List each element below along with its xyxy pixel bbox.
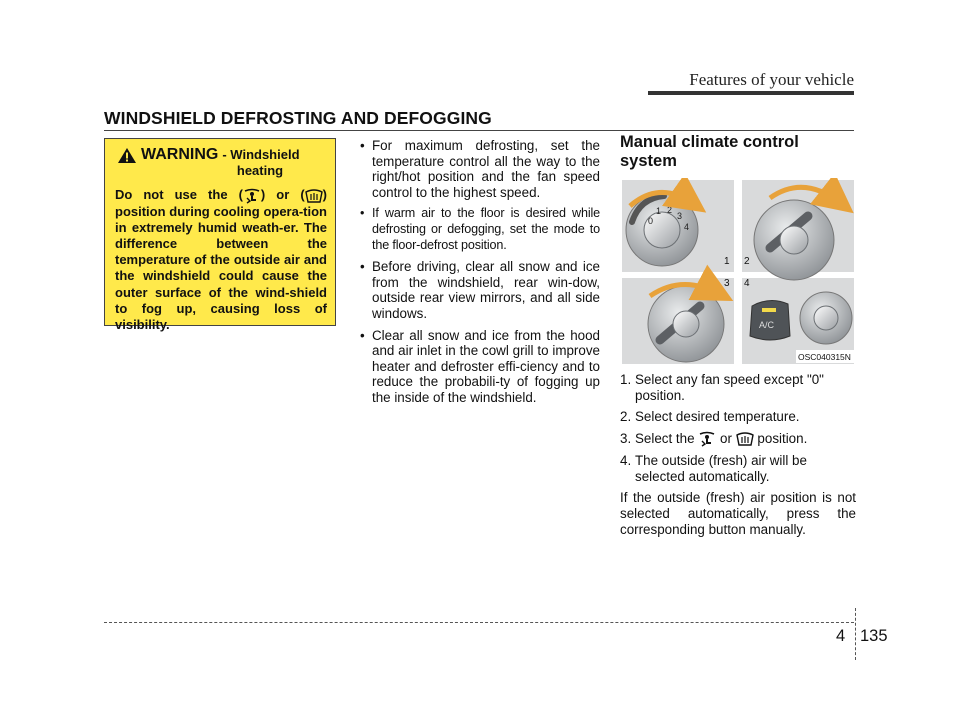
panel-label-2: 2: [744, 256, 750, 267]
fan-mark-1: 1: [656, 206, 662, 216]
warning-body-a: Do not use the (: [115, 187, 243, 202]
ac-indicator: [762, 308, 776, 312]
section-rule: [104, 130, 854, 131]
floor-defrost-icon: [243, 188, 261, 204]
climate-steps: [620, 372, 856, 537]
step-item: 2. Select desired temperature.: [620, 409, 800, 425]
climate-heading: Manual climate control system: [620, 133, 799, 170]
page-number: 135: [860, 627, 888, 645]
warning-heading: [141, 147, 327, 179]
running-header: Features of your vehicle: [689, 70, 854, 89]
floor-defrost-icon: [698, 431, 716, 447]
footer-divider: [855, 608, 856, 660]
section-title: WINDSHIELD DEFROSTING AND DEFOGGING: [104, 108, 492, 128]
fan-mark-4: 4: [684, 222, 690, 232]
tip-item: • Clear all snow and ice from the hood and air inlet in the cowl grill to improve heater and defroster effi-ciency and to reduce the probabili-ty of fogging up the inside of the windshield.: [360, 327, 600, 405]
tip-item: • Before driving, clear all snow and ice from the windshield, rear win-dow, outside rear view mirrors, and all side windows.: [360, 259, 600, 321]
warning-body-b: ) or (: [260, 187, 305, 202]
defrost-icon: [305, 188, 323, 204]
warning-box: [104, 138, 336, 332]
defrost-tips: [356, 138, 600, 412]
panel-label-3: 3: [724, 278, 730, 289]
climate-note: If the outside (fresh) air position is not selected automatically, press the corresponding button manually.: [620, 490, 856, 537]
chapter-number: 4: [836, 627, 846, 645]
step-item: 3. Select the or position.: [620, 430, 808, 446]
warning-body-c: ) position during cooling opera-tion in extremely humid weath-er. The difference between the temperature of the outside air and the windshield could cause the outer surface of the wind-shield to fog up, causing loss of visibility.: [115, 187, 327, 332]
tip-item: • If warm air to the floor is desired while defrosting or defogging, set the mode to the floor-defrost position.: [360, 206, 600, 252]
fan-mark-3: 3: [677, 211, 683, 221]
footer-rule: [104, 622, 854, 623]
tip-item: • For maximum defrosting, set the temperature control all the way to the right/hot position and the fan speed control to the highest speed.: [360, 138, 600, 200]
figure-code: OSC040315N: [798, 352, 851, 362]
warning-subject-line2: heating: [236, 163, 284, 178]
climate-control-figure: [620, 178, 856, 366]
step-item: 4. The outside (fresh) air will be selected automatically.: [620, 453, 807, 484]
step-item: 1. Select any fan speed except "0" position.: [620, 372, 824, 403]
warning-body: [115, 187, 327, 333]
fan-mark-0: 0: [648, 216, 654, 226]
panel-label-1: 1: [724, 256, 730, 267]
panel-label-4: 4: [744, 278, 750, 289]
defrost-icon: [736, 431, 754, 447]
warning-subject-line1: - Windshield: [222, 147, 300, 162]
fan-mark-2: 2: [667, 205, 673, 215]
warning-word: WARNING: [141, 146, 219, 163]
header-rule: [648, 91, 854, 95]
warning-triangle-icon: [117, 147, 137, 164]
ac-button-label: A/C: [759, 320, 775, 330]
